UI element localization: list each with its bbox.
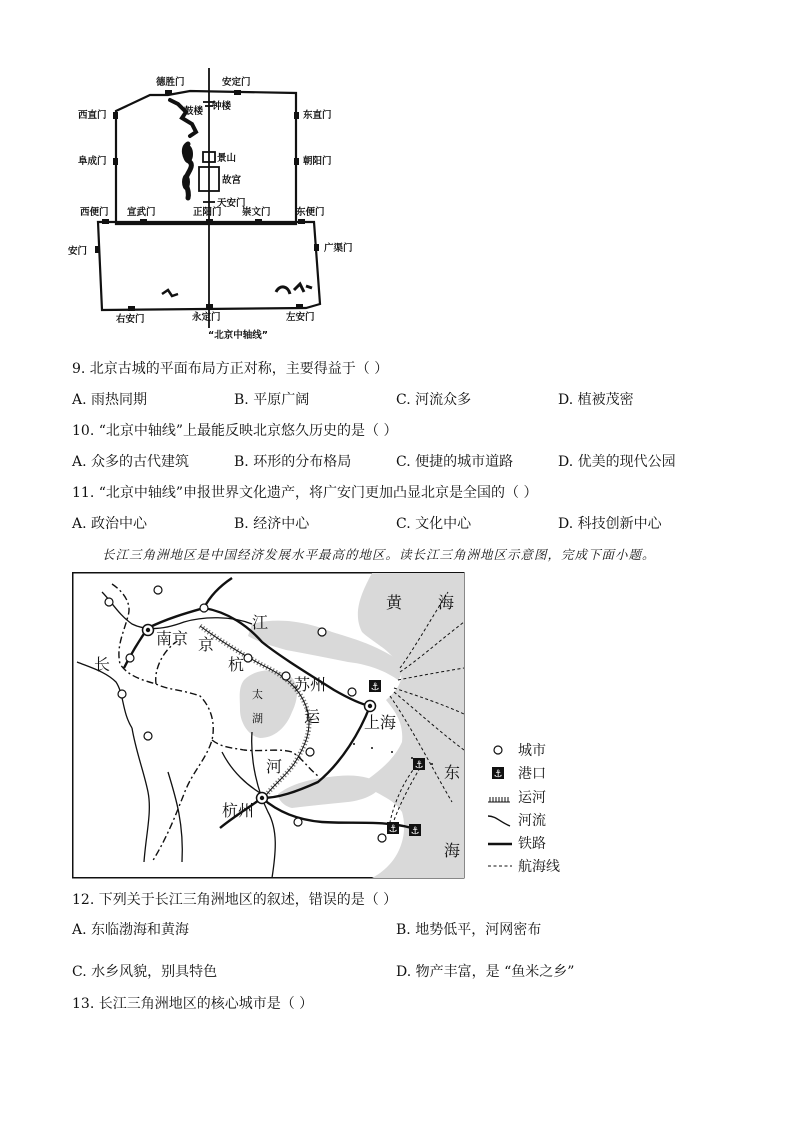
landmark-gulou: 鼓楼 <box>184 106 204 117</box>
question-11-stem: 11. “北京中轴线”申报世界文化遗产，将广安门更加凸显北京是全国的（ ） <box>72 485 538 501</box>
map-label-chang: 长 <box>94 655 111 674</box>
yangtze-delta-map <box>72 572 466 880</box>
map-label-he: 河 <box>266 757 283 776</box>
legend-canal-icon <box>488 797 510 802</box>
axis-caption: “北京中轴线” <box>208 330 268 341</box>
gate-label-andingmen: 安定门 <box>222 77 251 88</box>
gate-label-dongbianmen: 东便门 <box>296 207 325 218</box>
gate-label-anmen: 安门 <box>68 246 88 257</box>
pond-east <box>276 284 312 294</box>
question-11-option-b[interactable]: B. 经济中心 <box>234 516 310 532</box>
question-12-option-a[interactable]: A. 东临渤海和黄海 <box>72 922 190 938</box>
inner-city-wall <box>116 91 296 224</box>
delta-map-legend <box>484 740 584 874</box>
gate-marker-yongdingmen <box>206 304 213 309</box>
question-11-option-c[interactable]: C. 文化中心 <box>396 516 472 532</box>
gate-marker-xizhimen <box>113 112 118 119</box>
gate-marker-dongbianmen <box>298 219 305 224</box>
gate-marker-anmen <box>95 246 100 253</box>
nanhai-lake <box>182 174 190 190</box>
landmark-tiananmen: 天安门 <box>217 198 246 209</box>
legend-river-icon <box>488 816 510 826</box>
svg-text:⚓: ⚓ <box>370 682 380 693</box>
gate-label-youanmen: 右安门 <box>116 314 145 325</box>
zhongnanhai-lake <box>183 145 193 163</box>
gate-marker-zuoanmen <box>296 304 303 309</box>
question-9-option-a[interactable]: A. 雨热同期 <box>72 392 148 408</box>
question-9-option-b[interactable]: B. 平原广阔 <box>234 392 310 408</box>
landmark-gugong: 故宫 <box>222 175 242 186</box>
question-10-option-b[interactable]: B. 环形的分布格局 <box>234 454 352 470</box>
beijing-old-city-map <box>60 66 360 348</box>
gate-label-yongdingmen: 永定门 <box>192 312 221 323</box>
gate-marker-guangqumen <box>314 244 319 251</box>
question-12-stem: 12. 下列关于长江三角洲地区的叙述，错误的是（ ） <box>72 892 398 908</box>
gate-marker-deshengmen <box>165 90 172 95</box>
legend-river-label: 河流 <box>518 813 546 829</box>
svg-text:⚓: ⚓ <box>493 769 503 780</box>
question-10-stem: 10. “北京中轴线”上最能反映北京悠久历史的是（ ） <box>72 423 398 439</box>
gate-marker-dongzhimen <box>294 112 299 119</box>
gate-markers <box>95 90 319 311</box>
map-label-nanjing: 南京 <box>156 629 189 648</box>
question-12-option-b[interactable]: B. 地势低平，河网密布 <box>396 922 542 938</box>
gate-marker-zhengyangmen <box>206 219 213 224</box>
map-label-hai-top: 海 <box>438 593 455 612</box>
map-label-hai-bottom: 海 <box>444 841 461 860</box>
gate-marker-andingmen <box>234 90 241 95</box>
map-label-jiang: 江 <box>252 613 269 632</box>
question-10-option-a[interactable]: A. 众多的古代建筑 <box>72 454 190 470</box>
map-label-hang: 杭 <box>228 655 245 674</box>
legend-city-label: 城市 <box>518 743 546 759</box>
question-12-option-c[interactable]: C. 水乡风貌，别具特色 <box>72 964 218 980</box>
question-10-option-c[interactable]: C. 便捷的城市道路 <box>396 454 514 470</box>
map-label-shanghai: 上海 <box>364 713 397 732</box>
landmark-jingshan: 景山 <box>217 153 237 164</box>
gate-label-xibianmen: 西便门 <box>80 207 109 218</box>
question-11-option-a[interactable]: A. 政治中心 <box>72 516 148 532</box>
question-10-option-d[interactable]: D. 优美的现代公园 <box>558 454 676 470</box>
map-label-tai: 太 <box>252 688 263 701</box>
map-label-yun: 运 <box>304 707 321 726</box>
gate-marker-chaoyangmen <box>294 158 299 165</box>
map-label-hangzhou: 杭州 <box>222 801 255 820</box>
legend-canal-label: 运河 <box>518 790 546 806</box>
gate-label-fuchengmen: 阜成门 <box>78 156 107 167</box>
gate-marker-youanmen <box>128 306 135 311</box>
gate-label-xuanwumen: 宣武门 <box>127 207 156 218</box>
question-9-option-c[interactable]: C. 河流众多 <box>396 392 472 408</box>
gate-label-deshengmen: 德胜门 <box>156 77 185 88</box>
question-12-option-d[interactable]: D. 物产丰富，是 “鱼米之乡” <box>396 964 575 980</box>
gate-label-chongwenmen: 崇文门 <box>242 207 271 218</box>
svg-text:⚓: ⚓ <box>388 824 398 835</box>
delta-intro-text: 长江三角洲地区是中国经济发展水平最高的地区。读长江三角洲地区示意图，完成下面小题。 <box>102 547 656 562</box>
gate-marker-xuanwumen <box>140 219 147 224</box>
map-label-huang: 黄 <box>386 593 403 612</box>
gate-marker-fuchengmen <box>113 158 118 165</box>
pond-west <box>162 290 178 296</box>
legend-city-icon <box>494 746 502 754</box>
gate-marker-xibianmen <box>102 219 109 224</box>
map-label-suzhou: 苏州 <box>294 675 327 694</box>
svg-text:⚓: ⚓ <box>414 760 424 771</box>
gate-label-guangqumen: 广渠门 <box>324 243 353 254</box>
map-label-hu: 湖 <box>252 712 263 725</box>
map-label-dong: 东 <box>444 763 461 782</box>
svg-text:⚓: ⚓ <box>410 826 420 837</box>
gate-label-zuoanmen: 左安门 <box>286 312 315 323</box>
question-9-option-d[interactable]: D. 植被茂密 <box>558 392 634 408</box>
question-9-stem: 9. 北京古城的平面布局方正对称，主要得益于（ ） <box>72 361 389 377</box>
gate-marker-chongwenmen <box>255 219 262 224</box>
gate-label-dongzhimen: 东直门 <box>303 110 332 121</box>
gate-label-zhengyangmen: 正阳门 <box>193 207 222 218</box>
question-11-option-d[interactable]: D. 科技创新中心 <box>558 516 662 532</box>
legend-shipping-label: 航海线 <box>518 859 560 874</box>
question-13-stem: 13. 长江三角洲地区的核心城市是（ ） <box>72 996 314 1012</box>
gate-label-chaoyangmen: 朝阳门 <box>303 156 332 167</box>
map-label-jing: 京 <box>198 635 215 654</box>
legend-railway-label: 铁路 <box>518 836 546 852</box>
legend-port-label: 港口 <box>518 766 546 782</box>
gate-label-xizhimen: 西直门 <box>78 110 107 121</box>
landmark-zhonglou: 钟楼 <box>212 101 232 112</box>
